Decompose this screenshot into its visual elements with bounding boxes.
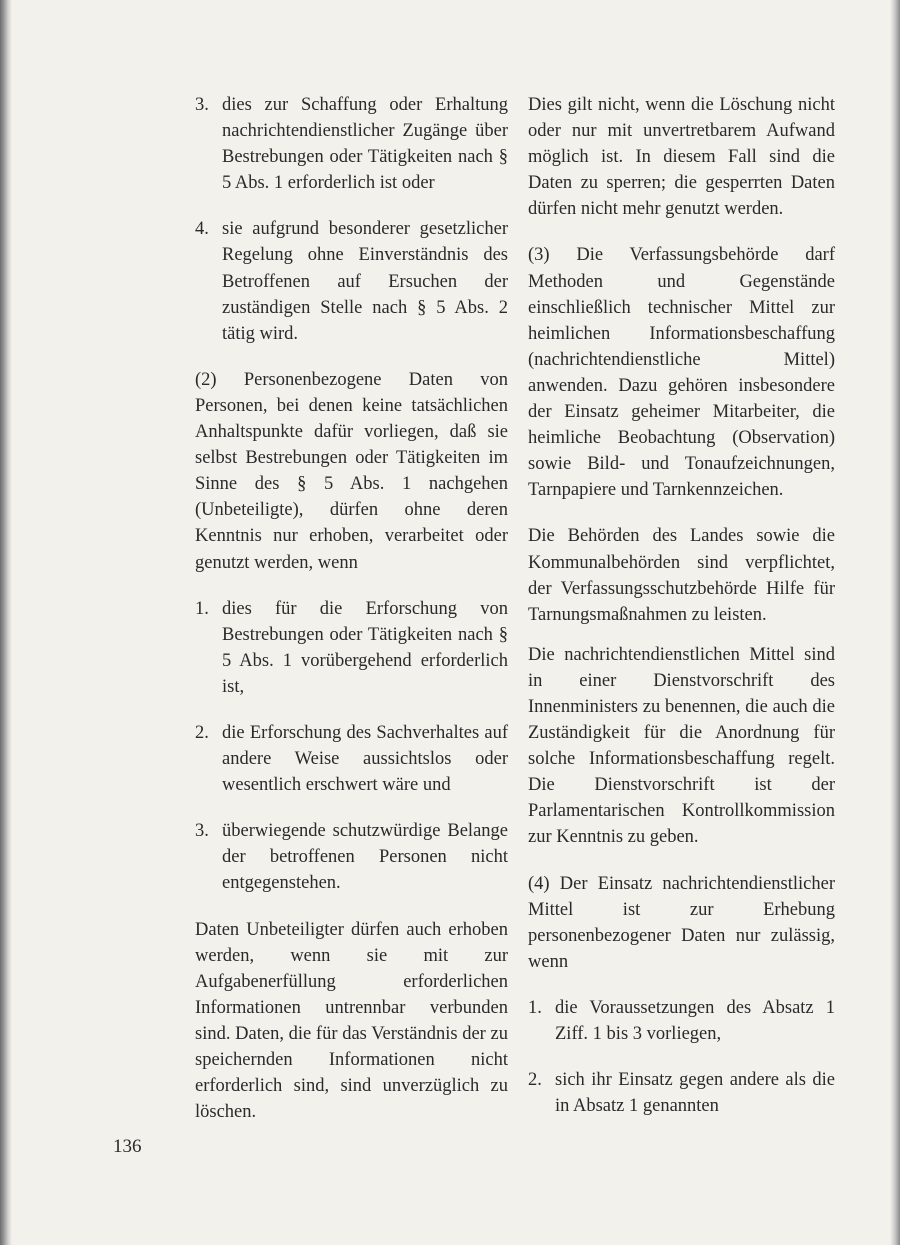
list-item-3 bbox=[195, 92, 508, 196]
list-text: die Voraussetzungen des Absatz 1 Ziff. 1 bis 3 vorliegen, bbox=[555, 997, 835, 1044]
right-column bbox=[528, 92, 835, 1139]
list-text: dies für die Erforschung von Bestrebungen oder Tätigkeiten nach § 5 Abs. 1 vorübergehend erforderlich ist, bbox=[222, 598, 508, 697]
paragraph-nachrichtendienstliche-mittel: Die nachrichtendienstlichen Mittel sind in einer Dienstvorschrift des Innenministers zu benennen, die auch die Zuständigkeit für die Anordnung für solche Informationsbeschaffung regelt. Die Dienstvorschrift ist der Parlamentarischen Kontrollkommission zur Kenntnis zu geben. bbox=[528, 644, 835, 848]
list-text: die Erforschung des Sachverhaltes auf andere Weise aussichtslos oder wesentlich erschwert wäre und bbox=[222, 722, 508, 796]
paragraph-3: (3) Die Verfassungsbehörde darf Methoden und Gegenstände einschließlich technischer Mittel zur heimlichen Informationsbeschaffung (nachrichtendienstliche Mittel) anwenden. Dazu gehören insbesondere der Einsatz geheimer Mitarbeiter, die heimliche Beobachtung (Observation) sowie Bild- und Tonaufzeichnungen, Tarnpapiere und Tarnkennzeichen. bbox=[528, 245, 835, 501]
paragraph-2: (2) Personenbezogene Daten von Personen, bei denen keine tatsächlichen Anhaltspunkte dafür vorliegen, daß sie selbst Bestrebungen oder Tätigkeiten im Sinne des § 5 Abs. 1 nachgehen (Unbeteiligte), dürfen ohne deren Kenntnis nur erhoben, verarbeitet oder genutzt werden, wenn bbox=[195, 369, 508, 573]
list-text: sie aufgrund besonderer gesetzlicher Regelung ohne Einverständnis des Betroffenen auf Ersuchen der zuständigen Stelle nach § 5 Abs. 2 tätig wird. bbox=[222, 219, 508, 344]
list-text: überwiegende schutzwürdige Belange der betroffenen Personen nicht entgegenstehen. bbox=[222, 821, 508, 894]
list-number: 4. bbox=[195, 219, 209, 240]
list-text: dies zur Schaffung oder Erhaltung nachrichtendienstlicher Zugänge über Bestrebungen oder Tätigkeiten nach § 5 Abs. 1 erforderlich ist oder bbox=[222, 95, 508, 194]
list-number: 2. bbox=[528, 1070, 542, 1091]
list-number: 3. bbox=[195, 95, 209, 115]
left-column bbox=[195, 92, 508, 1145]
scan-edge-left bbox=[0, 0, 12, 1245]
scan-edge-right bbox=[890, 0, 900, 1245]
sub-item-3 bbox=[195, 818, 508, 896]
list-item-4 bbox=[195, 216, 508, 346]
page-number: 136 bbox=[113, 1136, 142, 1157]
paragraph-continuation: Dies gilt nicht, wenn die Löschung nicht oder nur mit unvertretbarem Aufwand möglich ist. In diesem Fall sind die Daten zu sperren; die gesperrten Daten dürfen nicht mehr genutzt werden. bbox=[528, 95, 835, 220]
list-text: sich ihr Einsatz gegen andere als die in Absatz 1 genannten bbox=[555, 1070, 835, 1117]
list-number: 1. bbox=[195, 598, 209, 619]
sub-item-2 bbox=[195, 720, 508, 798]
paragraph-4: (4) Der Einsatz nachrichtendienstlicher Mittel ist zur Erhebung personenbezogener Daten nur zulässig, wenn bbox=[528, 873, 835, 972]
right-list-item-1 bbox=[528, 995, 835, 1047]
sub-item-1 bbox=[195, 596, 508, 700]
paragraph-daten-unbeteiligter: Daten Unbeteiligter dürfen auch erhoben werden, wenn sie mit zur Aufgabenerfüllung erforderlichen Informationen untrennbar verbunden sind. Daten, die für das Verständnis der zu speichernden Informationen nicht erforderlich sind, sind unverzüglich zu löschen. bbox=[195, 919, 508, 1123]
list-number: 1. bbox=[528, 997, 542, 1018]
list-number: 3. bbox=[195, 821, 209, 842]
right-list-item-2 bbox=[528, 1067, 835, 1119]
paragraph-behoerden: Die Behörden des Landes sowie die Kommunalbehörden sind verpflichtet, der Verfassungsschutzbehörde Hilfe für Tarnungsmaßnahmen zu leisten. bbox=[528, 526, 835, 625]
list-number: 2. bbox=[195, 722, 209, 743]
